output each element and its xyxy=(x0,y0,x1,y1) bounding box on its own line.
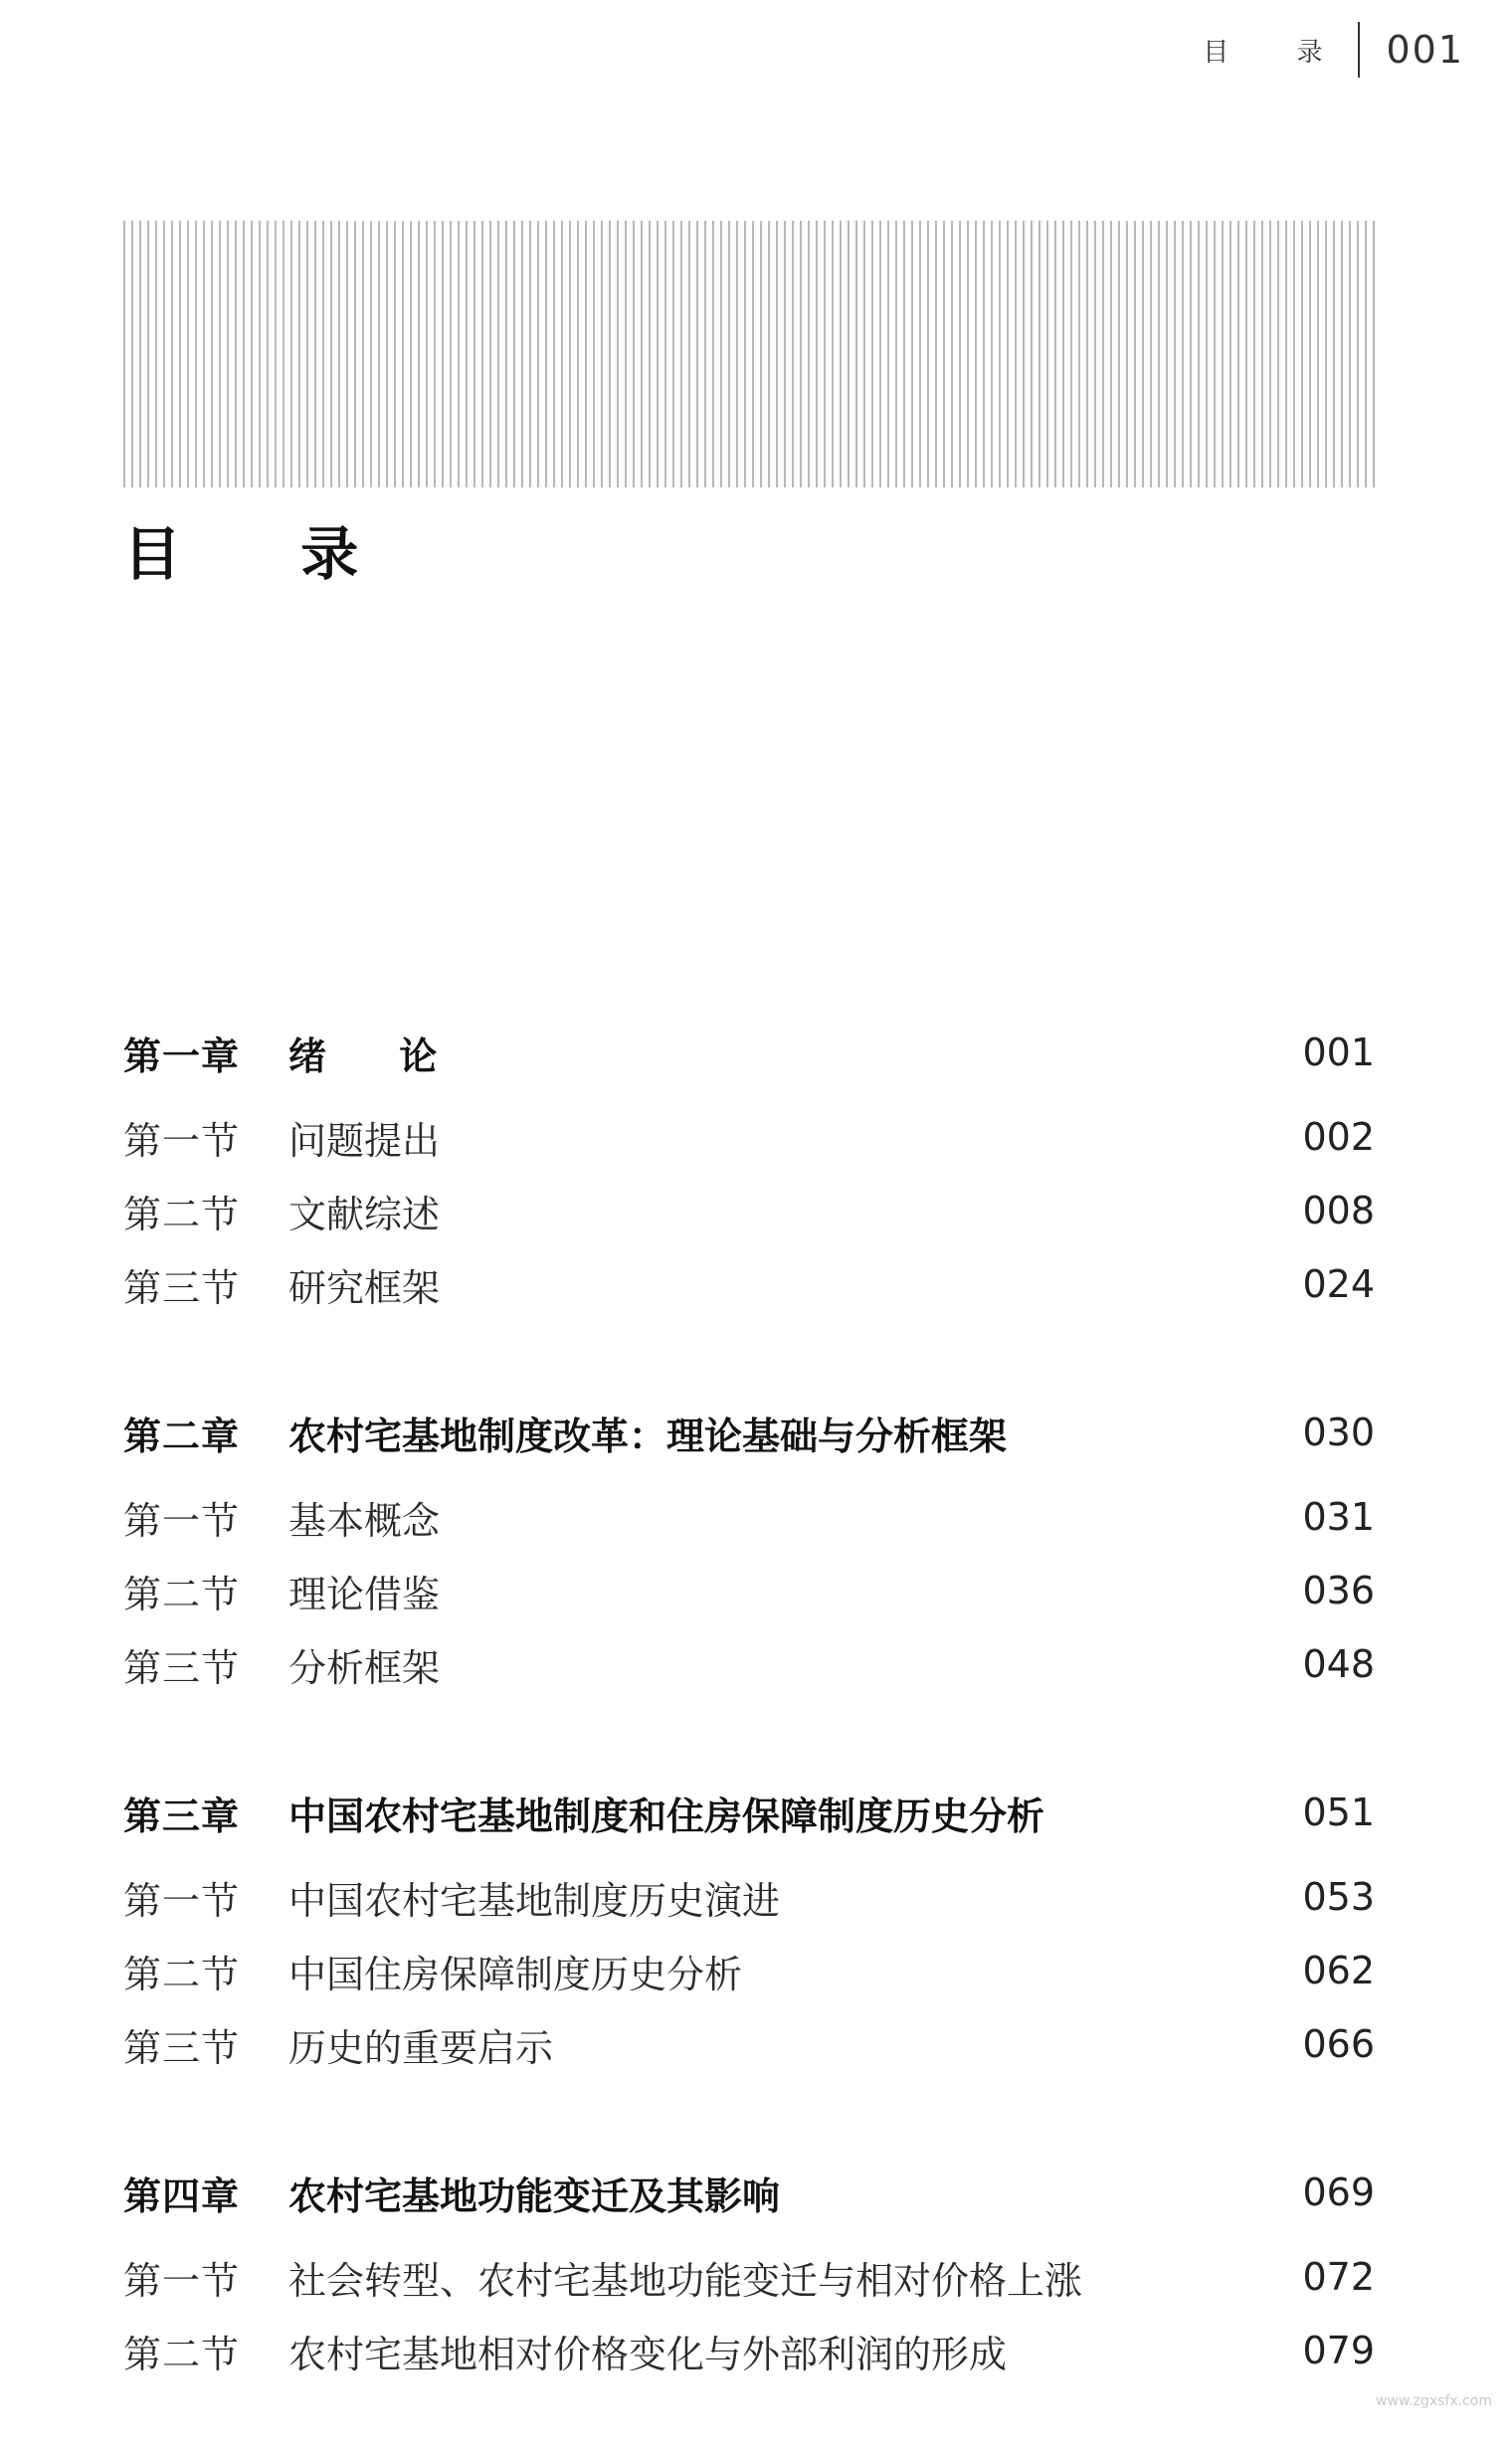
section-label: 第二节 xyxy=(123,1572,241,1616)
table-of-contents xyxy=(123,1005,1375,2451)
chapter-title: 农村宅基地功能变迁及其影响 xyxy=(288,2172,781,2218)
section-title: 中国农村宅基地制度历史演进 xyxy=(288,1878,781,1923)
section-page-number: 053 xyxy=(1302,1875,1375,1919)
chapter-title: 绪 论 xyxy=(288,1033,468,1078)
toc-chapter-entry[interactable] xyxy=(123,1385,1375,1480)
section-label: 第二节 xyxy=(123,2332,241,2376)
header-divider xyxy=(1358,22,1360,78)
section-label: 第二节 xyxy=(123,1192,241,1236)
chapter-label: 第四章 xyxy=(123,2172,241,2218)
section-title: 农村宅基地相对价格变化与外部利润的形成 xyxy=(288,2332,1008,2376)
section-page-number: 008 xyxy=(1302,1189,1375,1232)
chapter-page-number: 001 xyxy=(1302,1031,1375,1074)
page-title: 目 录 xyxy=(123,520,409,588)
section-page-number: 031 xyxy=(1302,1495,1375,1539)
section-label: 第一节 xyxy=(123,1878,241,1923)
toc-section-entry[interactable] xyxy=(123,1934,1375,2007)
section-label: 第一节 xyxy=(123,1498,241,1543)
toc-section-entry[interactable] xyxy=(123,1174,1375,1247)
toc-section-entry[interactable] xyxy=(123,1554,1375,1627)
chapter-label: 第二章 xyxy=(123,1413,241,1458)
section-title: 问题提出 xyxy=(288,1118,441,1163)
toc-section-entry[interactable] xyxy=(123,2007,1375,2081)
chapter-label: 第一章 xyxy=(123,1033,241,1078)
section-label: 第一节 xyxy=(123,2258,241,2303)
section-title: 基本概念 xyxy=(288,1498,441,1543)
toc-chapter-4 xyxy=(123,2145,1375,2387)
running-header-section: 目 录 xyxy=(1203,37,1353,68)
section-page-number: 079 xyxy=(1302,2329,1375,2372)
section-title: 分析框架 xyxy=(288,1645,441,1690)
section-label: 第三节 xyxy=(123,1265,241,1310)
toc-section-entry[interactable] xyxy=(123,1860,1375,1934)
toc-section-entry[interactable] xyxy=(123,1247,1375,1321)
section-page-number: 066 xyxy=(1302,2022,1375,2066)
chapter-label: 第三章 xyxy=(123,1792,241,1838)
toc-section-entry[interactable] xyxy=(123,1480,1375,1554)
section-page-number: 048 xyxy=(1302,1642,1375,1686)
toc-chapter-entry[interactable] xyxy=(123,1765,1375,1860)
toc-section-entry[interactable] xyxy=(123,2314,1375,2387)
toc-section-entry[interactable] xyxy=(123,1100,1375,1174)
running-header-page-number: 001 xyxy=(1386,28,1464,72)
toc-chapter-2 xyxy=(123,1385,1375,1701)
toc-section-entry[interactable] xyxy=(123,1627,1375,1701)
decorative-stripe-band xyxy=(123,221,1375,487)
section-title: 中国住房保障制度历史分析 xyxy=(288,1952,743,1996)
running-header xyxy=(1203,22,1464,78)
section-page-number: 036 xyxy=(1302,1569,1375,1612)
toc-chapter-1 xyxy=(123,1005,1375,1321)
section-page-number: 072 xyxy=(1302,2255,1375,2299)
section-title: 文献综述 xyxy=(288,1192,441,1236)
chapter-page-number: 051 xyxy=(1302,1791,1375,1834)
watermark: www.zgxsfx.com xyxy=(1376,2393,1492,2409)
section-label: 第三节 xyxy=(123,2025,241,2070)
toc-chapter-entry[interactable] xyxy=(123,1005,1375,1100)
section-page-number: 062 xyxy=(1302,1949,1375,1992)
toc-chapter-entry[interactable] xyxy=(123,2145,1375,2240)
section-title: 历史的重要启示 xyxy=(288,2025,554,2070)
section-page-number: 002 xyxy=(1302,1115,1375,1159)
chapter-title: 中国农村宅基地制度和住房保障制度历史分析 xyxy=(288,1792,1045,1838)
chapter-page-number: 030 xyxy=(1302,1411,1375,1454)
section-label: 第三节 xyxy=(123,1645,241,1690)
section-label: 第二节 xyxy=(123,1952,241,1996)
section-page-number: 024 xyxy=(1302,1262,1375,1306)
toc-section-entry[interactable] xyxy=(123,2240,1375,2314)
chapter-page-number: 069 xyxy=(1302,2170,1375,2214)
section-title: 社会转型、农村宅基地功能变迁与相对价格上涨 xyxy=(288,2258,1083,2303)
section-title: 理论借鉴 xyxy=(288,1572,441,1616)
section-label: 第一节 xyxy=(123,1118,241,1163)
section-title: 研究框架 xyxy=(288,1265,441,1310)
toc-chapter-3 xyxy=(123,1765,1375,2081)
chapter-title: 农村宅基地制度改革：理论基础与分析框架 xyxy=(288,1413,1008,1458)
